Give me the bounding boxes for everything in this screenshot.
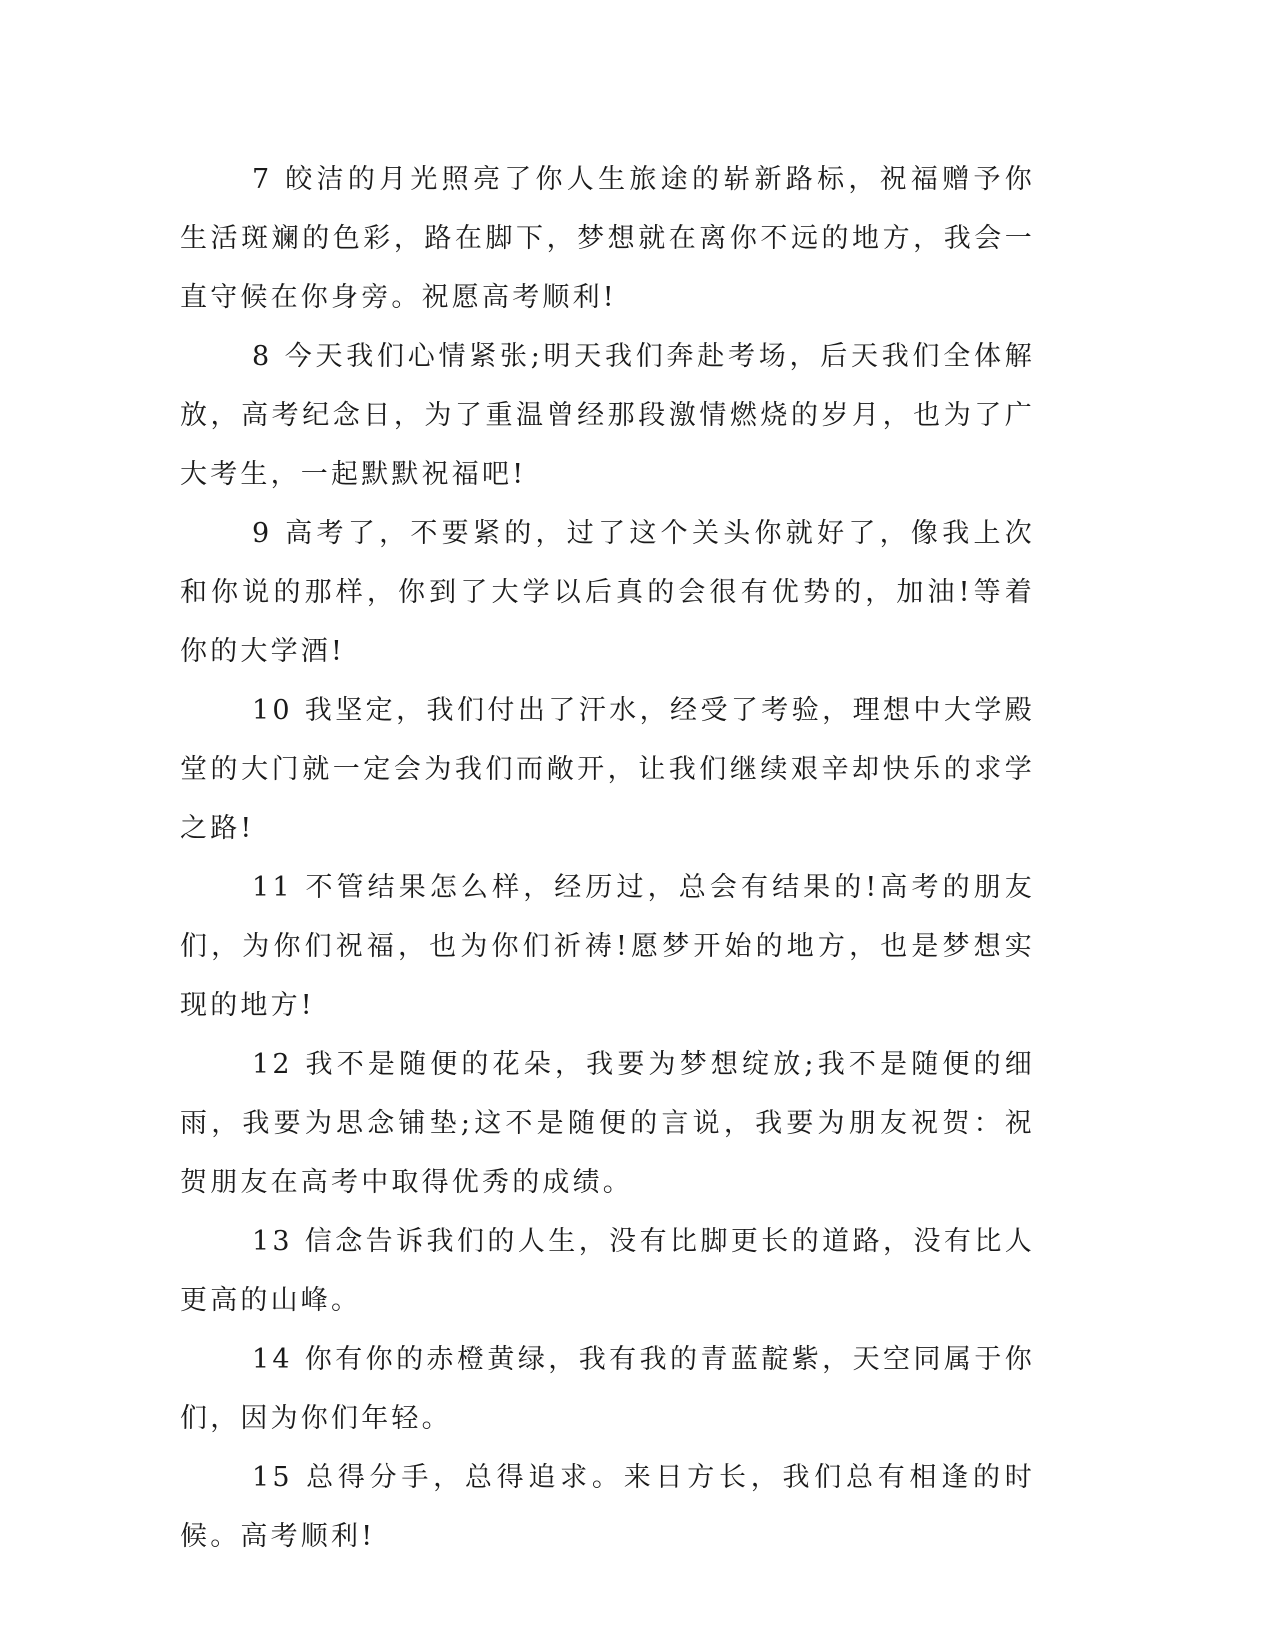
paragraph-14: 14 你有你的赤橙黄绿，我有我的青蓝靛紫，天空同属于你们，因为你们年轻。: [180, 1344, 1035, 1434]
paragraph-11: 11 不管结果怎么样，经历过，总会有结果的!高考的朋友们，为你们祝福，也为你们祈祷!愿梦开始的地方，也是梦想实现的地方!: [180, 872, 1035, 1021]
paragraph-8: 8 今天我们心情紧张;明天我们奔赴考场，后天我们全体解放，高考纪念日，为了重温曾经那段激情燃烧的岁月，也为了广大考生，一起默默祝福吧!: [180, 341, 1035, 490]
paragraph-12: 12 我不是随便的花朵，我要为梦想绽放;我不是随便的细雨，我要为思念铺垫;这不是随便的言说，我要为朋友祝贺：祝贺朋友在高考中取得优秀的成绩。: [180, 1049, 1035, 1198]
paragraph-13: 13 信念告诉我们的人生，没有比脚更长的道路，没有比人更高的山峰。: [180, 1226, 1035, 1316]
paragraph-7: 7 皎洁的月光照亮了你人生旅途的崭新路标，祝福赠予你生活斑斓的色彩，路在脚下，梦想就在离你不远的地方，我会一直守候在你身旁。祝愿高考顺利!: [180, 164, 1035, 313]
paragraph-15: 15 总得分手，总得追求。来日方长，我们总有相逢的时候。高考顺利!: [180, 1462, 1035, 1552]
document-body: [180, 150, 1035, 1566]
paragraph-9: 9 高考了，不要紧的，过了这个关头你就好了，像我上次和你说的那样，你到了大学以后真的会很有优势的，加油!等着你的大学酒!: [180, 518, 1035, 667]
paragraph-10: 10 我坚定，我们付出了汗水，经受了考验，理想中大学殿堂的大门就一定会为我们而敞开，让我们继续艰辛却快乐的求学之路!: [180, 695, 1035, 844]
